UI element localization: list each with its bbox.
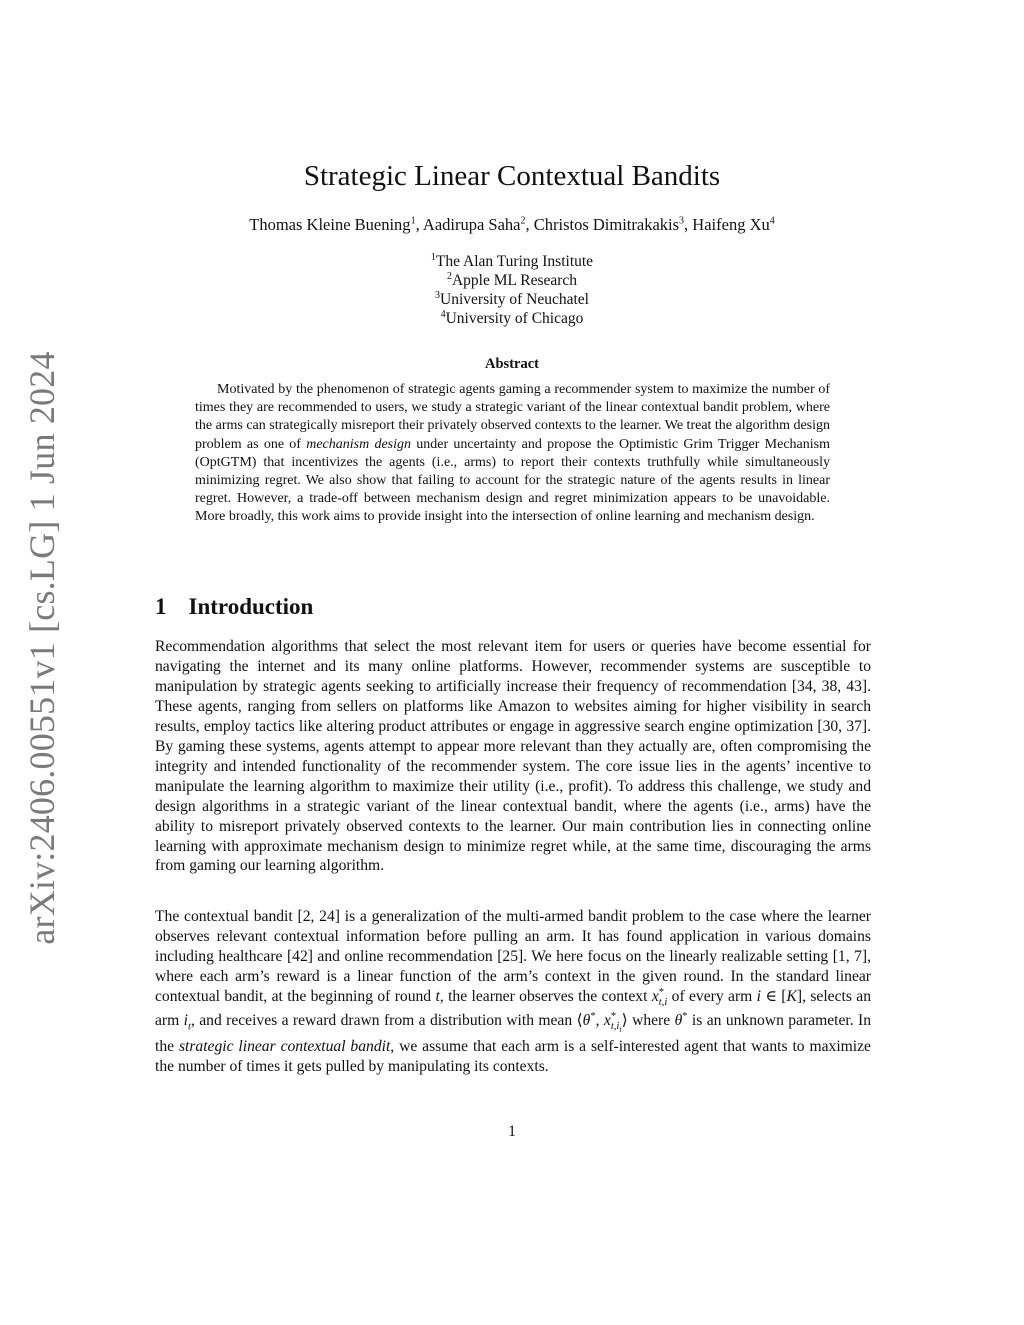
arxiv-identifier-stamp: arXiv:2406.00551v1 [cs.LG] 1 Jun 2024 xyxy=(22,351,62,945)
body-paragraph: Recommendation algorithms that select the most relevant item for users or queries have become essential for navigating the internet and its many online platforms. However, recommender systems are susceptible to manipulation by strategic agents seeking to artificially increase their frequency of recommendation [34, 38, 43]. These agents, ranging from sellers on platforms like Amazon to websites aiming for higher visibility in search results, employ tactics like altering product attributes or engage in aggressive search engine optimization [30, 37]. By gaming these systems, agents attempt to appear more relevant than they actually are, often compromising the integrity and intended functionality of the recommender system. The core issue lies in the agents’ incentive to manipulate the learning algorithm to maximize their utility (i.e., profit). To address this challenge, we study and design algorithms in a strategic variant of the linear contextual bandit, where the agents (i.e., arms) have the ability to misreport privately observed contexts to the learner. Our main contribution lies in connecting online learning with approximate mechanism design to minimize regret while, at the same time, discouraging the arms from gaming our learning algorithm. xyxy=(155,638,871,875)
paragraph-text: , the learner observes the context xyxy=(439,987,652,1005)
emphasized-term: strategic linear contextual bandit xyxy=(178,1038,391,1056)
paragraph-text: The contextual bandit [2, 24] is a generalization of the multi-armed bandit problem to the case where the learner observes relevant contextual information before pulling an arm. It has found application in various domains including healthcare [42] and online recommendation [25]. We here focus on the linearly realizable setting [1, 7], where each arm’s reward is a linear function of the arm’s context in the given round. In the standard linear contextual bandit, at the beginning of round xyxy=(155,908,871,1005)
author-affiliation-marker: 4 xyxy=(769,215,775,227)
author-list xyxy=(0,214,1024,236)
math-subscript: t,i xyxy=(610,1020,620,1032)
affiliation xyxy=(0,271,1024,290)
author-name: Christos Dimitrakakis xyxy=(533,215,680,234)
math-variable: i xyxy=(183,1012,188,1030)
affiliation xyxy=(0,309,1024,328)
math-subsubscript: t xyxy=(619,1025,622,1035)
math-scripts xyxy=(611,1012,622,1033)
body-paragraph xyxy=(155,907,871,1077)
affiliation-name: The Alan Turing Institute xyxy=(435,253,594,270)
affiliation xyxy=(0,252,1024,271)
paragraph-text: ∈ [ xyxy=(760,987,787,1005)
author-separator: , xyxy=(525,215,534,234)
abstract-text: Motivated by the phenomenon of strategic agents gaming a recommender system to maximize the number of times they are recommended to users, we study a strategic variant of the linear contextual bandit problem, where the arms can strategically misreport their privately observed contexts to the learner. We treat the algorithm design problem as one of xyxy=(195,382,831,452)
author-name: Haifeng Xu xyxy=(692,215,770,234)
math-variable: t xyxy=(435,987,440,1005)
affiliation-list xyxy=(0,252,1024,328)
math-variable: x xyxy=(651,987,659,1005)
affiliation-name: University of Neuchatel xyxy=(440,291,589,308)
paragraph-text: , and receives a reward drawn from a distribution with mean ⟨ xyxy=(190,1012,583,1030)
math-superscript: * xyxy=(682,1011,688,1023)
math-subscript: t xyxy=(187,1021,191,1033)
math-subscript: t,i xyxy=(658,996,668,1008)
affiliation-marker: 3 xyxy=(435,289,441,301)
page-number: 1 xyxy=(508,1123,516,1140)
math-variable: θ xyxy=(674,1012,683,1030)
paragraph-text: is an unknown parameter. In the xyxy=(155,1012,872,1056)
paragraph-text: , xyxy=(595,1012,604,1030)
affiliation-name: University of Chicago xyxy=(445,310,584,327)
affiliation-marker: 4 xyxy=(440,308,446,320)
author-separator: , xyxy=(415,215,423,234)
abstract-emphasis: mechanism design xyxy=(306,436,411,452)
author-affiliation-marker: 3 xyxy=(679,215,685,227)
math-variable: i xyxy=(756,987,761,1005)
affiliation xyxy=(0,290,1024,309)
math-variable: θ xyxy=(582,1012,591,1030)
affiliation-name: Apple ML Research xyxy=(451,272,578,289)
paper-title: Strategic Linear Contextual Bandits xyxy=(303,160,721,192)
paragraph-text: of every arm xyxy=(667,987,757,1005)
math-superscript: * xyxy=(610,1011,617,1023)
abstract-body xyxy=(195,381,830,527)
section-title: Introduction xyxy=(188,594,314,619)
author-affiliation-marker: 1 xyxy=(410,215,416,227)
author-name: Aadirupa Saha xyxy=(422,215,521,234)
author-affiliation-marker: 2 xyxy=(520,215,526,227)
affiliation-marker: 2 xyxy=(446,270,452,282)
math-variable: x xyxy=(603,1012,611,1030)
abstract-heading: Abstract xyxy=(485,356,539,372)
math-variable: K xyxy=(786,987,797,1005)
author-name: Thomas Kleine Buening xyxy=(249,215,411,234)
math-scripts xyxy=(659,988,668,1007)
math-superscript: * xyxy=(590,1011,596,1023)
math-superscript: * xyxy=(658,986,665,998)
paragraph-text: ], selects an arm xyxy=(155,987,871,1030)
author-separator: , xyxy=(684,215,693,234)
paragraph-text: , we assume that each arm is a self-interested agent that wants to maximize the number of times it gets pulled by manipulating its contexts. xyxy=(155,1038,871,1076)
section-number: 1 xyxy=(155,594,167,619)
affiliation-marker: 1 xyxy=(430,251,436,263)
paragraph-text: ⟩ where xyxy=(621,1012,675,1030)
section-heading xyxy=(155,592,313,622)
abstract-text: under uncertainty and propose the Optimistic Grim Trigger Mechanism (OptGTM) that incentivizes the agents (i.e., arms) to report their contexts truthfully while simultaneously minimizing regret. We also show that failing to account for the strategic nature of the agents results in linear regret. However, a trade-off between mechanism design and regret minimization appears to be unavoidable. More broadly, this work aims to provide insight into the intersection of online learning and mechanism design. xyxy=(195,436,830,525)
